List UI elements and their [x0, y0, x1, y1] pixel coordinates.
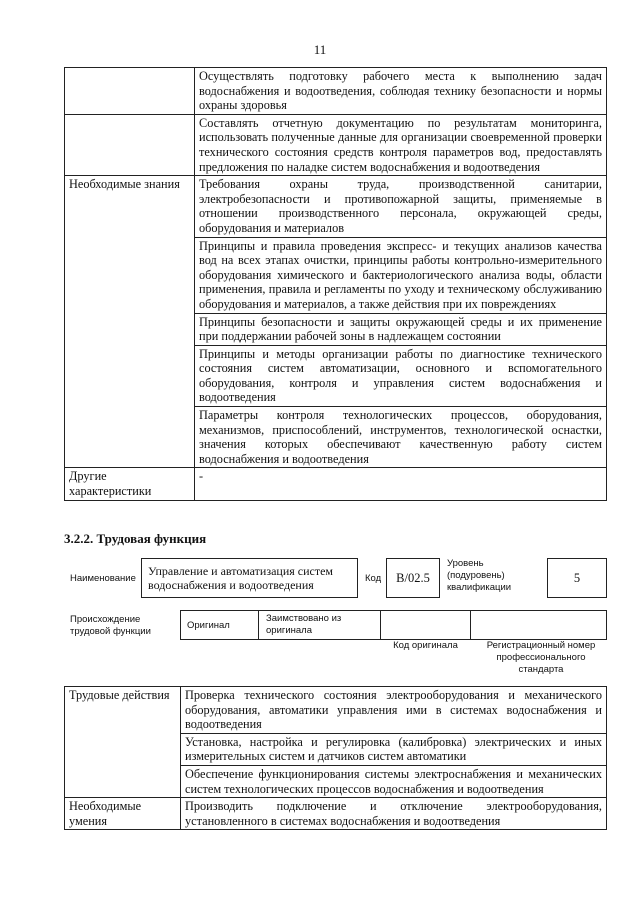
- table-cell: Параметры контроля технологических процессов, оборудования, механизмов, приспособлений, инструментов, технологической оснастки, значения которых обеспечивают качественную работу систем водоснабжения и водоотведения: [195, 407, 607, 468]
- name-label: Наименование: [70, 573, 136, 584]
- table-cell: Проверка технического состояния электрооборудования и механического оборудования, автоматики управления ими в системах водоснабжения и водоотведения: [181, 687, 607, 734]
- table-cell: Принципы и методы организации работы по диагностике технического состояния систем автоматизации, основного и вспомогательного оборудования, контроля и управления систем водоснабжения и водоотведения: [195, 345, 607, 406]
- function-name-box: [141, 558, 358, 598]
- code-value: B/02.5: [396, 571, 430, 585]
- code-label: Код: [365, 573, 382, 584]
- section-heading: 3.2.2. Трудовая функция: [64, 531, 207, 546]
- actions-table: [64, 686, 607, 830]
- empty-label-cell: [65, 68, 195, 115]
- knowledge-label: Необходимые знания: [65, 176, 195, 468]
- table-row: [65, 114, 607, 175]
- table-cell: Принципы и правила проведения экспресс- и текущих анализов качества вод на всех этапах очистки, принципы работы контрольно-измерительного оборудования химического и бактериологического анализа воды, области применения, правила и регламенты по уходу и техническому обслуживанию оборудования и материалов, а также действия при их повреждениях: [195, 237, 607, 313]
- other-characteristics-label: Другие характеристики: [65, 468, 195, 500]
- level-label: Уровень (подуровень) квалификации: [447, 558, 512, 593]
- table-row: [65, 687, 607, 734]
- origin-label: Происхождение трудовой функции: [70, 614, 151, 637]
- table-cell: -: [195, 468, 607, 500]
- code-box: [386, 558, 440, 598]
- page-number: 11: [313, 42, 327, 57]
- table-cell: Составлять отчетную документацию по результатам мониторинга, использовать полученные данные для организации своевременной проверки технического состояния средств контроля параметров вод, предоставлять предложения по наладке систем водоснабжения и водоотведения: [195, 114, 607, 175]
- empty-label-cell: [65, 114, 195, 175]
- borrowed-box: [258, 610, 381, 640]
- table-cell: Принципы безопасности и защиты окружающей среды и их применение при поддержании рабочей зоны в надлежащем состоянии: [195, 313, 607, 345]
- original-code-caption: Код оригинала: [393, 640, 458, 651]
- level-value: 5: [573, 571, 581, 585]
- reg-number-box: [470, 610, 607, 640]
- reg-number-caption: Регистрационный номер профессионального стандарта: [486, 640, 596, 675]
- original-label: Оригинал: [187, 620, 230, 631]
- table-cell: Установка, настройка и регулировка (калибровка) электрических и иных измерительных систем и датчиков систем автоматики: [181, 733, 607, 765]
- table-row: [65, 68, 607, 115]
- table-cell: Обеспечение функционирования системы электроснабжения и механических систем технологических процессов водоснабжения и водоотведения: [181, 765, 607, 797]
- function-name: Управление и автоматизация систем водоснабжения и водоотведения: [148, 564, 334, 592]
- table-cell: Осуществлять подготовку рабочего места к выполнению задач водоснабжения и водоотведения, соблюдая технику безопасности и нормы охраны здоровья: [195, 68, 607, 115]
- skills-label: Необходимые умения: [65, 798, 181, 830]
- original-code-box: [380, 610, 471, 640]
- table-cell: Производить подключение и отключение электрооборудования, установленного в системах водоснабжения и водоотведения: [181, 798, 607, 830]
- borrowed-label: Заимствовано из оригинала: [266, 613, 342, 636]
- actions-label: Трудовые действия: [65, 687, 181, 798]
- original-box: [180, 610, 259, 640]
- level-box: [547, 558, 607, 598]
- knowledge-table: [64, 67, 607, 501]
- table-row: [65, 176, 607, 237]
- table-cell: Требования охраны труда, производственной санитарии, электробезопасности и противопожарной защиты, применяемые в отношении производственного персонала, окружающей среды, оборудования и материалов: [195, 176, 607, 237]
- table-row: [65, 468, 607, 500]
- table-row: [65, 798, 607, 830]
